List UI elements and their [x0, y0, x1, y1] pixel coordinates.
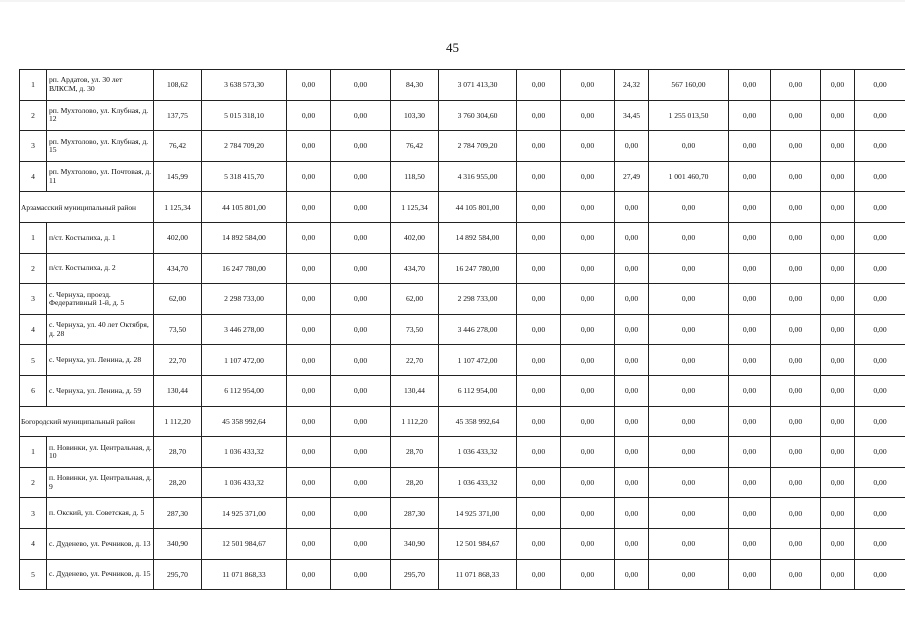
value-cell: 0,00 [729, 70, 771, 101]
value-cell: 0,00 [729, 528, 771, 559]
table-body [20, 70, 905, 590]
value-cell: 0,00 [855, 253, 905, 284]
value-cell: 0,00 [649, 222, 729, 253]
value-cell: 0,00 [331, 222, 391, 253]
value-cell: 0,00 [821, 528, 855, 559]
value-cell: 0,00 [855, 222, 905, 253]
value-cell: 340,90 [391, 528, 439, 559]
row-number: 3 [20, 284, 47, 315]
value-cell: 12 501 984,67 [439, 528, 517, 559]
value-cell: 0,00 [771, 70, 821, 101]
value-cell: 0,00 [771, 345, 821, 376]
value-cell: 0,00 [771, 131, 821, 162]
value-cell: 0,00 [517, 406, 561, 437]
value-cell: 0,00 [771, 437, 821, 468]
value-cell: 0,00 [331, 131, 391, 162]
address-cell: п. Новинки, ул. Центральная, д. 9 [47, 467, 154, 498]
value-cell: 0,00 [729, 131, 771, 162]
value-cell: 0,00 [729, 161, 771, 192]
value-cell: 0,00 [821, 437, 855, 468]
value-cell: 1 036 433,32 [202, 467, 287, 498]
value-cell: 11 071 868,33 [202, 559, 287, 590]
value-cell: 0,00 [561, 406, 615, 437]
value-cell: 0,00 [855, 437, 905, 468]
value-cell: 44 105 801,00 [202, 192, 287, 223]
value-cell: 0,00 [821, 314, 855, 345]
value-cell: 0,00 [287, 314, 331, 345]
value-cell: 16 247 780,00 [202, 253, 287, 284]
table-row [20, 131, 905, 162]
row-number: 2 [20, 467, 47, 498]
row-number: 1 [20, 437, 47, 468]
value-cell: 0,00 [771, 192, 821, 223]
value-cell: 0,00 [855, 559, 905, 590]
value-cell: 0,00 [855, 70, 905, 101]
value-cell: 0,00 [517, 284, 561, 315]
value-cell: 402,00 [391, 222, 439, 253]
value-cell: 0,00 [771, 498, 821, 529]
value-cell: 0,00 [649, 314, 729, 345]
value-cell: 130,44 [391, 375, 439, 406]
value-cell: 0,00 [821, 467, 855, 498]
value-cell: 28,70 [391, 437, 439, 468]
value-cell: 0,00 [649, 131, 729, 162]
value-cell: 0,00 [771, 222, 821, 253]
value-cell: 84,30 [391, 70, 439, 101]
value-cell: 0,00 [855, 406, 905, 437]
value-cell: 0,00 [729, 100, 771, 131]
value-cell: 28,20 [154, 467, 202, 498]
value-cell: 287,30 [391, 498, 439, 529]
value-cell: 0,00 [615, 131, 649, 162]
value-cell: 0,00 [649, 253, 729, 284]
value-cell: 0,00 [649, 345, 729, 376]
value-cell: 0,00 [855, 467, 905, 498]
table-row [20, 345, 905, 376]
value-cell: 0,00 [615, 253, 649, 284]
value-cell: 0,00 [649, 284, 729, 315]
value-cell: 145,99 [154, 161, 202, 192]
value-cell: 0,00 [729, 345, 771, 376]
page-number: 45 [446, 40, 459, 55]
value-cell: 0,00 [855, 100, 905, 131]
value-cell: 0,00 [517, 375, 561, 406]
value-cell: 287,30 [154, 498, 202, 529]
value-cell: 434,70 [154, 253, 202, 284]
value-cell: 0,00 [331, 559, 391, 590]
address-cell: с. Дуденево, ул. Речников, д. 13 [47, 528, 154, 559]
value-cell: 0,00 [561, 314, 615, 345]
value-cell: 0,00 [331, 406, 391, 437]
value-cell: 0,00 [287, 559, 331, 590]
value-cell: 0,00 [821, 161, 855, 192]
value-cell: 0,00 [615, 345, 649, 376]
page-edge [0, 0, 905, 2]
value-cell: 0,00 [517, 528, 561, 559]
value-cell: 1 036 433,32 [439, 467, 517, 498]
value-cell: 0,00 [331, 70, 391, 101]
value-cell: 0,00 [771, 253, 821, 284]
value-cell: 0,00 [821, 559, 855, 590]
value-cell: 1 112,20 [391, 406, 439, 437]
value-cell: 0,00 [649, 437, 729, 468]
value-cell: 76,42 [154, 131, 202, 162]
value-cell: 0,00 [771, 284, 821, 315]
value-cell: 0,00 [855, 498, 905, 529]
value-cell: 1 001 460,70 [649, 161, 729, 192]
value-cell: 28,20 [391, 467, 439, 498]
value-cell: 1 107 472,00 [439, 345, 517, 376]
row-number: 4 [20, 314, 47, 345]
district-total-row [20, 192, 905, 223]
value-cell: 14 925 371,00 [439, 498, 517, 529]
value-cell: 34,45 [615, 100, 649, 131]
value-cell: 0,00 [517, 131, 561, 162]
address-cell: рп. Мухтолово, ул. Клубная, д. 12 [47, 100, 154, 131]
value-cell: 0,00 [331, 253, 391, 284]
value-cell: 0,00 [517, 100, 561, 131]
value-cell: 0,00 [287, 467, 331, 498]
value-cell: 0,00 [729, 222, 771, 253]
value-cell: 0,00 [729, 437, 771, 468]
value-cell: 62,00 [391, 284, 439, 315]
value-cell: 0,00 [729, 559, 771, 590]
address-cell: рп. Мухтолово, ул. Клубная, д. 15 [47, 131, 154, 162]
value-cell: 0,00 [615, 284, 649, 315]
value-cell: 3 446 278,00 [439, 314, 517, 345]
value-cell: 402,00 [154, 222, 202, 253]
value-cell: 0,00 [649, 498, 729, 529]
value-cell: 0,00 [649, 375, 729, 406]
value-cell: 0,00 [821, 131, 855, 162]
value-cell: 2 298 733,00 [439, 284, 517, 315]
value-cell: 0,00 [287, 345, 331, 376]
value-cell: 27,49 [615, 161, 649, 192]
address-cell: рп. Мухтолово, ул. Почтовая, д. 11 [47, 161, 154, 192]
value-cell: 11 071 868,33 [439, 559, 517, 590]
value-cell: 62,00 [154, 284, 202, 315]
table-row [20, 559, 905, 590]
value-cell: 0,00 [287, 100, 331, 131]
value-cell: 24,32 [615, 70, 649, 101]
value-cell: 0,00 [855, 161, 905, 192]
address-cell: п/ст. Костылиха, д. 2 [47, 253, 154, 284]
address-cell: с. Дуденево, ул. Речников, д. 15 [47, 559, 154, 590]
value-cell: 0,00 [615, 192, 649, 223]
value-cell: 0,00 [821, 70, 855, 101]
value-cell: 45 358 992,64 [439, 406, 517, 437]
table-row [20, 70, 905, 101]
value-cell: 0,00 [821, 284, 855, 315]
value-cell: 0,00 [517, 314, 561, 345]
value-cell: 0,00 [331, 314, 391, 345]
value-cell: 0,00 [517, 70, 561, 101]
value-cell: 130,44 [154, 375, 202, 406]
value-cell: 0,00 [331, 498, 391, 529]
value-cell: 0,00 [821, 253, 855, 284]
row-number: 2 [20, 100, 47, 131]
value-cell: 0,00 [821, 406, 855, 437]
value-cell: 0,00 [615, 559, 649, 590]
value-cell: 0,00 [517, 222, 561, 253]
row-number: 3 [20, 131, 47, 162]
value-cell: 0,00 [331, 345, 391, 376]
row-number: 3 [20, 498, 47, 529]
value-cell: 0,00 [771, 375, 821, 406]
value-cell: 0,00 [561, 284, 615, 315]
value-cell: 0,00 [287, 70, 331, 101]
district-name: Богородский муниципальный район [20, 406, 154, 437]
value-cell: 0,00 [771, 528, 821, 559]
value-cell: 6 112 954,00 [439, 375, 517, 406]
value-cell: 0,00 [821, 222, 855, 253]
address-cell: с. Чернуха, ул. 40 лет Октября, д. 28 [47, 314, 154, 345]
value-cell: 0,00 [331, 284, 391, 315]
value-cell: 22,70 [391, 345, 439, 376]
value-cell: 0,00 [649, 192, 729, 223]
table-row [20, 100, 905, 131]
value-cell: 108,62 [154, 70, 202, 101]
value-cell: 3 760 304,60 [439, 100, 517, 131]
table-row [20, 161, 905, 192]
value-cell: 28,70 [154, 437, 202, 468]
value-cell: 0,00 [517, 467, 561, 498]
value-cell: 0,00 [615, 528, 649, 559]
value-cell: 0,00 [855, 131, 905, 162]
value-cell: 44 105 801,00 [439, 192, 517, 223]
value-cell: 2 784 709,20 [202, 131, 287, 162]
value-cell: 0,00 [729, 375, 771, 406]
value-cell: 0,00 [561, 375, 615, 406]
value-cell: 0,00 [331, 467, 391, 498]
value-cell: 1 112,20 [154, 406, 202, 437]
value-cell: 3 071 413,30 [439, 70, 517, 101]
value-cell: 0,00 [331, 100, 391, 131]
value-cell: 0,00 [561, 161, 615, 192]
value-cell: 14 892 584,00 [202, 222, 287, 253]
value-cell: 0,00 [615, 498, 649, 529]
table-row [20, 528, 905, 559]
value-cell: 0,00 [287, 437, 331, 468]
value-cell: 16 247 780,00 [439, 253, 517, 284]
value-cell: 0,00 [615, 314, 649, 345]
row-number: 4 [20, 161, 47, 192]
value-cell: 0,00 [729, 406, 771, 437]
value-cell: 0,00 [821, 192, 855, 223]
address-cell: п. Окский, ул. Советская, д. 5 [47, 498, 154, 529]
row-number: 4 [20, 528, 47, 559]
value-cell: 12 501 984,67 [202, 528, 287, 559]
row-number: 5 [20, 559, 47, 590]
value-cell: 0,00 [649, 559, 729, 590]
address-cell: п/ст. Костылиха, д. 1 [47, 222, 154, 253]
value-cell: 0,00 [821, 375, 855, 406]
value-cell: 5 015 318,10 [202, 100, 287, 131]
value-cell: 0,00 [855, 314, 905, 345]
row-number: 5 [20, 345, 47, 376]
value-cell: 0,00 [561, 498, 615, 529]
value-cell: 0,00 [771, 161, 821, 192]
value-cell: 0,00 [729, 314, 771, 345]
value-cell: 0,00 [287, 498, 331, 529]
value-cell: 0,00 [561, 131, 615, 162]
value-cell: 0,00 [517, 192, 561, 223]
value-cell: 3 446 278,00 [202, 314, 287, 345]
value-cell: 14 925 371,00 [202, 498, 287, 529]
value-cell: 0,00 [517, 498, 561, 529]
value-cell: 0,00 [771, 406, 821, 437]
value-cell: 295,70 [154, 559, 202, 590]
value-cell: 5 318 415,70 [202, 161, 287, 192]
value-cell: 2 298 733,00 [202, 284, 287, 315]
value-cell: 0,00 [517, 345, 561, 376]
value-cell: 0,00 [517, 559, 561, 590]
value-cell: 6 112 954,00 [202, 375, 287, 406]
value-cell: 0,00 [855, 345, 905, 376]
value-cell: 0,00 [561, 467, 615, 498]
value-cell: 0,00 [615, 406, 649, 437]
value-cell: 0,00 [561, 345, 615, 376]
value-cell: 0,00 [771, 467, 821, 498]
value-cell: 0,00 [649, 528, 729, 559]
value-cell: 0,00 [287, 131, 331, 162]
value-cell: 0,00 [561, 437, 615, 468]
value-cell: 0,00 [287, 222, 331, 253]
value-cell: 0,00 [287, 192, 331, 223]
value-cell: 0,00 [821, 345, 855, 376]
value-cell: 0,00 [287, 406, 331, 437]
address-cell: с. Чернуха, ул. Ленина, д. 28 [47, 345, 154, 376]
value-cell: 3 638 573,30 [202, 70, 287, 101]
value-cell: 295,70 [391, 559, 439, 590]
value-cell: 73,50 [391, 314, 439, 345]
value-cell: 0,00 [561, 222, 615, 253]
row-number: 1 [20, 222, 47, 253]
value-cell: 0,00 [561, 253, 615, 284]
district-total-row [20, 406, 905, 437]
value-cell: 0,00 [561, 559, 615, 590]
value-cell: 1 107 472,00 [202, 345, 287, 376]
value-cell: 0,00 [729, 253, 771, 284]
value-cell: 567 160,00 [649, 70, 729, 101]
value-cell: 45 358 992,64 [202, 406, 287, 437]
value-cell: 0,00 [771, 314, 821, 345]
value-cell: 4 316 955,00 [439, 161, 517, 192]
value-cell: 0,00 [729, 498, 771, 529]
value-cell: 1 125,34 [391, 192, 439, 223]
value-cell: 22,70 [154, 345, 202, 376]
value-cell: 0,00 [615, 375, 649, 406]
value-cell: 0,00 [331, 161, 391, 192]
value-cell: 73,50 [154, 314, 202, 345]
data-table-container [19, 69, 905, 590]
value-cell: 14 892 584,00 [439, 222, 517, 253]
value-cell: 1 255 013,50 [649, 100, 729, 131]
value-cell: 0,00 [615, 467, 649, 498]
value-cell: 137,75 [154, 100, 202, 131]
value-cell: 0,00 [561, 192, 615, 223]
value-cell: 0,00 [287, 253, 331, 284]
address-cell: п. Новинки, ул. Центральная, д. 10 [47, 437, 154, 468]
value-cell: 0,00 [331, 375, 391, 406]
value-cell: 0,00 [287, 161, 331, 192]
address-cell: с. Чернуха, проезд. Федеративный 1-й, д. 5 [47, 284, 154, 315]
value-cell: 76,42 [391, 131, 439, 162]
value-cell: 1 036 433,32 [439, 437, 517, 468]
value-cell: 0,00 [561, 528, 615, 559]
value-cell: 0,00 [287, 528, 331, 559]
value-cell: 0,00 [331, 437, 391, 468]
value-cell: 0,00 [561, 70, 615, 101]
value-cell: 0,00 [771, 100, 821, 131]
value-cell: 0,00 [729, 284, 771, 315]
value-cell: 0,00 [729, 467, 771, 498]
value-cell: 1 125,34 [154, 192, 202, 223]
table-row [20, 253, 905, 284]
value-cell: 434,70 [391, 253, 439, 284]
value-cell: 103,30 [391, 100, 439, 131]
address-cell: рп. Ардатов, ул. 30 лет ВЛКСМ, д. 30 [47, 70, 154, 101]
value-cell: 1 036 433,32 [202, 437, 287, 468]
value-cell: 0,00 [855, 375, 905, 406]
district-name: Арзамасский муниципальный район [20, 192, 154, 223]
value-cell: 0,00 [561, 100, 615, 131]
table-row [20, 498, 905, 529]
value-cell: 0,00 [615, 222, 649, 253]
capital-repair-table [19, 69, 905, 590]
value-cell: 0,00 [287, 375, 331, 406]
value-cell: 0,00 [771, 559, 821, 590]
table-row [20, 284, 905, 315]
value-cell: 0,00 [517, 437, 561, 468]
table-row [20, 437, 905, 468]
row-number: 2 [20, 253, 47, 284]
table-row [20, 314, 905, 345]
value-cell: 118,50 [391, 161, 439, 192]
row-number: 6 [20, 375, 47, 406]
value-cell: 0,00 [855, 528, 905, 559]
table-row [20, 467, 905, 498]
table-row [20, 222, 905, 253]
row-number: 1 [20, 70, 47, 101]
value-cell: 0,00 [331, 192, 391, 223]
value-cell: 2 784 709,20 [439, 131, 517, 162]
value-cell: 0,00 [649, 467, 729, 498]
value-cell: 340,90 [154, 528, 202, 559]
value-cell: 0,00 [517, 253, 561, 284]
table-row [20, 375, 905, 406]
value-cell: 0,00 [331, 528, 391, 559]
value-cell: 0,00 [287, 284, 331, 315]
value-cell: 0,00 [855, 284, 905, 315]
value-cell: 0,00 [649, 406, 729, 437]
address-cell: с. Чернуха, ул. Ленина, д. 59 [47, 375, 154, 406]
value-cell: 0,00 [821, 100, 855, 131]
value-cell: 0,00 [821, 498, 855, 529]
value-cell: 0,00 [855, 192, 905, 223]
value-cell: 0,00 [729, 192, 771, 223]
value-cell: 0,00 [615, 437, 649, 468]
value-cell: 0,00 [517, 161, 561, 192]
